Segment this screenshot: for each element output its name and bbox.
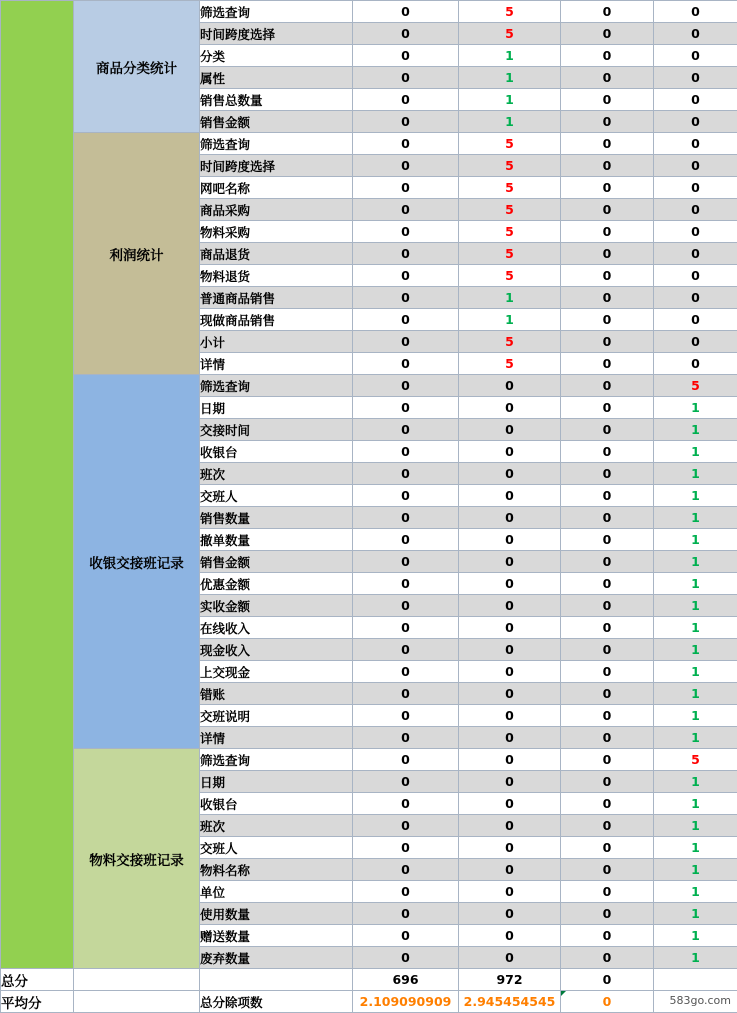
total-value-c[interactable]: 0 (561, 969, 654, 991)
item-name-cell[interactable]: 时间跨度选择 (200, 23, 353, 45)
item-name-cell[interactable]: 交接时间 (200, 419, 353, 441)
score-cell-a[interactable]: 0 (353, 353, 459, 375)
score-cell-b[interactable]: 0 (459, 529, 561, 551)
score-cell-a[interactable]: 0 (353, 89, 459, 111)
score-cell-d[interactable]: 0 (654, 243, 737, 265)
item-name-cell[interactable]: 商品退货 (200, 243, 353, 265)
score-cell-b[interactable]: 0 (459, 419, 561, 441)
average-value-c-text: 0 (602, 994, 612, 1009)
score-cell-d[interactable]: 1 (654, 573, 737, 595)
score-cell-b[interactable]: 0 (459, 617, 561, 639)
item-name-cell[interactable]: 商品采购 (200, 199, 353, 221)
item-name-cell[interactable]: 优惠金额 (200, 573, 353, 595)
item-name-cell[interactable]: 在线收入 (200, 617, 353, 639)
item-name-cell[interactable]: 属性 (200, 67, 353, 89)
score-cell-d[interactable]: 1 (654, 507, 737, 529)
score-cell-d[interactable]: 1 (654, 617, 737, 639)
score-cell-c[interactable]: 0 (561, 529, 654, 551)
score-cell-a[interactable]: 0 (353, 529, 459, 551)
score-cell-b[interactable]: 0 (459, 947, 561, 969)
score-cell-c[interactable]: 0 (561, 617, 654, 639)
score-cell-a[interactable]: 0 (353, 485, 459, 507)
total-value-b[interactable]: 972 (459, 969, 561, 991)
score-cell-b[interactable]: 5 (459, 199, 561, 221)
score-cell-b[interactable]: 0 (459, 925, 561, 947)
score-cell-c[interactable]: 0 (561, 1, 654, 23)
score-cell-c[interactable]: 0 (561, 111, 654, 133)
score-cell-b[interactable]: 0 (459, 859, 561, 881)
item-name-cell[interactable]: 交班人 (200, 485, 353, 507)
item-name-cell[interactable]: 交班说明 (200, 705, 353, 727)
total-row (1, 969, 737, 991)
score-cell-c[interactable]: 0 (561, 661, 654, 683)
sheet-body (1, 1, 737, 969)
item-name-cell[interactable]: 物料采购 (200, 221, 353, 243)
item-name-cell[interactable]: 撤单数量 (200, 529, 353, 551)
score-cell-b[interactable]: 0 (459, 705, 561, 727)
group-name-cell[interactable]: 物料交接班记录 (74, 749, 200, 969)
score-cell-c[interactable]: 0 (561, 903, 654, 925)
score-cell-b[interactable]: 1 (459, 287, 561, 309)
score-cell-d[interactable]: 0 (654, 331, 737, 353)
score-cell-c[interactable]: 0 (561, 353, 654, 375)
score-cell-c[interactable]: 0 (561, 947, 654, 969)
score-cell-b[interactable]: 0 (459, 507, 561, 529)
average-label[interactable]: 平均分 (1, 991, 74, 1013)
score-cell-a[interactable]: 0 (353, 419, 459, 441)
score-cell-c[interactable]: 0 (561, 463, 654, 485)
score-cell-c[interactable]: 0 (561, 309, 654, 331)
score-cell-a[interactable]: 0 (353, 881, 459, 903)
item-name-cell[interactable]: 小计 (200, 331, 353, 353)
average-value-b[interactable]: 2.945454545 (459, 991, 561, 1013)
item-name-cell[interactable]: 销售数量 (200, 507, 353, 529)
item-name-cell[interactable]: 销售总数量 (200, 89, 353, 111)
score-cell-c[interactable]: 0 (561, 155, 654, 177)
score-cell-a[interactable]: 0 (353, 177, 459, 199)
score-cell-c[interactable]: 0 (561, 177, 654, 199)
score-cell-c[interactable]: 0 (561, 45, 654, 67)
group-name-cell[interactable]: 收银交接班记录 (74, 375, 200, 749)
average-value-a[interactable]: 2.109090909 (353, 991, 459, 1013)
score-cell-c[interactable]: 0 (561, 925, 654, 947)
score-cell-d[interactable]: 5 (654, 749, 737, 771)
score-cell-c[interactable]: 0 (561, 199, 654, 221)
score-cell-c[interactable]: 0 (561, 749, 654, 771)
cell-error-marker (561, 991, 566, 996)
score-cell-c[interactable]: 0 (561, 67, 654, 89)
score-cell-a[interactable]: 0 (353, 639, 459, 661)
total-value-a[interactable]: 696 (353, 969, 459, 991)
score-cell-a[interactable]: 0 (353, 793, 459, 815)
total-empty-cell[interactable] (654, 969, 737, 991)
score-cell-a[interactable]: 0 (353, 45, 459, 67)
item-name-cell[interactable]: 时间跨度选择 (200, 155, 353, 177)
score-cell-b[interactable]: 5 (459, 331, 561, 353)
score-cell-a[interactable]: 0 (353, 243, 459, 265)
score-cell-d[interactable]: 0 (654, 155, 737, 177)
item-name-cell[interactable]: 普通商品销售 (200, 287, 353, 309)
item-name-cell[interactable]: 日期 (200, 771, 353, 793)
score-cell-a[interactable]: 0 (353, 815, 459, 837)
watermark-cell[interactable] (654, 991, 737, 1013)
total-empty-cell[interactable] (200, 969, 353, 991)
group-name-cell[interactable]: 利润统计 (74, 133, 200, 375)
item-name-cell[interactable]: 筛选查询 (200, 749, 353, 771)
item-name-cell[interactable]: 物料名称 (200, 859, 353, 881)
score-cell-a[interactable]: 0 (353, 133, 459, 155)
score-cell-a[interactable]: 0 (353, 309, 459, 331)
score-cell-d[interactable]: 1 (654, 551, 737, 573)
score-cell-d[interactable]: 0 (654, 309, 737, 331)
score-cell-d[interactable]: 1 (654, 793, 737, 815)
score-cell-c[interactable]: 0 (561, 727, 654, 749)
average-row (1, 991, 737, 1013)
score-cell-b[interactable]: 1 (459, 309, 561, 331)
score-cell-b[interactable]: 5 (459, 177, 561, 199)
score-cell-b[interactable]: 0 (459, 771, 561, 793)
score-cell-d[interactable]: 0 (654, 177, 737, 199)
score-cell-d[interactable]: 1 (654, 639, 737, 661)
item-name-cell[interactable]: 日期 (200, 397, 353, 419)
score-cell-a[interactable]: 0 (353, 925, 459, 947)
score-cell-a[interactable]: 0 (353, 507, 459, 529)
score-cell-b[interactable]: 5 (459, 1, 561, 23)
score-cell-a[interactable]: 0 (353, 727, 459, 749)
item-name-cell[interactable]: 交班人 (200, 837, 353, 859)
score-cell-a[interactable]: 0 (353, 573, 459, 595)
sheet-footer (1, 969, 737, 1013)
item-name-cell[interactable]: 网吧名称 (200, 177, 353, 199)
score-cell-c[interactable]: 0 (561, 23, 654, 45)
score-cell-b[interactable]: 0 (459, 595, 561, 617)
group-name-cell[interactable]: 商品分类统计 (74, 1, 200, 133)
score-cell-d[interactable]: 1 (654, 661, 737, 683)
table-row (1, 375, 737, 397)
score-cell-d[interactable]: 0 (654, 67, 737, 89)
score-cell-b[interactable]: 5 (459, 221, 561, 243)
score-cell-a[interactable]: 0 (353, 771, 459, 793)
score-cell-d[interactable]: 1 (654, 947, 737, 969)
item-name-cell[interactable]: 现做商品销售 (200, 309, 353, 331)
score-cell-c[interactable]: 0 (561, 331, 654, 353)
score-cell-b[interactable]: 0 (459, 463, 561, 485)
score-cell-b[interactable]: 0 (459, 815, 561, 837)
score-cell-c[interactable]: 0 (561, 837, 654, 859)
item-name-cell[interactable]: 收银台 (200, 441, 353, 463)
item-name-cell[interactable]: 筛选查询 (200, 133, 353, 155)
score-cell-b[interactable]: 0 (459, 397, 561, 419)
score-cell-d[interactable]: 1 (654, 683, 737, 705)
score-cell-b[interactable]: 0 (459, 903, 561, 925)
table-row (1, 1, 737, 23)
score-cell-b[interactable]: 1 (459, 45, 561, 67)
score-cell-a[interactable]: 0 (353, 441, 459, 463)
score-cell-b[interactable]: 5 (459, 353, 561, 375)
score-cell-d[interactable]: 1 (654, 441, 737, 463)
score-cell-c[interactable]: 0 (561, 573, 654, 595)
score-cell-a[interactable]: 0 (353, 837, 459, 859)
score-cell-d[interactable]: 0 (654, 111, 737, 133)
score-cell-d[interactable]: 1 (654, 771, 737, 793)
score-cell-a[interactable]: 0 (353, 155, 459, 177)
score-cell-d[interactable]: 0 (654, 353, 737, 375)
score-cell-d[interactable]: 0 (654, 133, 737, 155)
score-cell-a[interactable]: 0 (353, 551, 459, 573)
score-cell-d[interactable]: 1 (654, 859, 737, 881)
score-cell-c[interactable]: 0 (561, 507, 654, 529)
score-cell-a[interactable]: 0 (353, 859, 459, 881)
score-cell-b[interactable]: 0 (459, 793, 561, 815)
item-name-cell[interactable]: 销售金额 (200, 111, 353, 133)
score-cell-b[interactable]: 0 (459, 837, 561, 859)
score-cell-d[interactable]: 0 (654, 221, 737, 243)
score-cell-d[interactable]: 0 (654, 199, 737, 221)
score-cell-a[interactable]: 0 (353, 67, 459, 89)
score-cell-a[interactable]: 0 (353, 617, 459, 639)
score-cell-a[interactable]: 0 (353, 661, 459, 683)
score-cell-d[interactable]: 1 (654, 595, 737, 617)
score-cell-c[interactable]: 0 (561, 815, 654, 837)
score-cell-d[interactable]: 1 (654, 837, 737, 859)
score-cell-b[interactable]: 0 (459, 551, 561, 573)
score-cell-a[interactable]: 0 (353, 1, 459, 23)
score-cell-d[interactable]: 1 (654, 727, 737, 749)
score-cell-a[interactable]: 0 (353, 903, 459, 925)
item-name-cell[interactable]: 班次 (200, 815, 353, 837)
item-name-cell[interactable]: 收银台 (200, 793, 353, 815)
score-cell-d[interactable]: 1 (654, 815, 737, 837)
score-cell-a[interactable]: 0 (353, 463, 459, 485)
score-cell-c[interactable]: 0 (561, 243, 654, 265)
score-cell-d[interactable]: 1 (654, 705, 737, 727)
score-cell-c[interactable]: 0 (561, 595, 654, 617)
score-cell-d[interactable]: 1 (654, 925, 737, 947)
score-cell-d[interactable]: 0 (654, 1, 737, 23)
score-cell-c[interactable]: 0 (561, 793, 654, 815)
score-cell-d[interactable]: 1 (654, 903, 737, 925)
score-cell-c[interactable]: 0 (561, 133, 654, 155)
score-cell-c[interactable]: 0 (561, 551, 654, 573)
score-cell-b[interactable]: 0 (459, 727, 561, 749)
score-cell-d[interactable]: 0 (654, 89, 737, 111)
score-cell-a[interactable]: 0 (353, 221, 459, 243)
score-cell-c[interactable]: 0 (561, 485, 654, 507)
item-name-cell[interactable]: 单位 (200, 881, 353, 903)
score-cell-d[interactable]: 5 (654, 375, 737, 397)
watermark-text: 583go.com (669, 994, 731, 1007)
score-cell-d[interactable]: 0 (654, 265, 737, 287)
total-label[interactable]: 总分 (1, 969, 74, 991)
score-cell-b[interactable]: 5 (459, 243, 561, 265)
score-cell-b[interactable]: 0 (459, 881, 561, 903)
score-cell-c[interactable]: 0 (561, 419, 654, 441)
score-cell-c[interactable]: 0 (561, 639, 654, 661)
score-cell-b[interactable]: 5 (459, 155, 561, 177)
item-name-cell[interactable]: 筛选查询 (200, 375, 353, 397)
average-empty-cell[interactable] (74, 991, 200, 1013)
score-cell-c[interactable]: 0 (561, 705, 654, 727)
left-color-strip (1, 1, 74, 969)
score-cell-c[interactable]: 0 (561, 397, 654, 419)
average-note[interactable]: 总分除项数 (200, 991, 353, 1013)
score-cell-a[interactable]: 0 (353, 947, 459, 969)
score-cell-b[interactable]: 0 (459, 661, 561, 683)
score-cell-b[interactable]: 5 (459, 23, 561, 45)
item-name-cell[interactable]: 班次 (200, 463, 353, 485)
score-cell-b[interactable]: 0 (459, 639, 561, 661)
average-value-c[interactable] (561, 991, 654, 1013)
score-cell-b[interactable]: 5 (459, 265, 561, 287)
score-cell-a[interactable]: 0 (353, 683, 459, 705)
score-cell-d[interactable]: 1 (654, 529, 737, 551)
score-cell-a[interactable]: 0 (353, 375, 459, 397)
score-cell-c[interactable]: 0 (561, 683, 654, 705)
item-name-cell[interactable]: 赠送数量 (200, 925, 353, 947)
score-cell-c[interactable]: 0 (561, 265, 654, 287)
score-cell-a[interactable]: 0 (353, 199, 459, 221)
score-cell-c[interactable]: 0 (561, 441, 654, 463)
item-name-cell[interactable]: 分类 (200, 45, 353, 67)
score-cell-d[interactable]: 1 (654, 397, 737, 419)
score-cell-b[interactable]: 1 (459, 111, 561, 133)
score-cell-c[interactable]: 0 (561, 287, 654, 309)
item-name-cell[interactable]: 物料退货 (200, 265, 353, 287)
score-cell-d[interactable]: 1 (654, 485, 737, 507)
score-cell-a[interactable]: 0 (353, 749, 459, 771)
item-name-cell[interactable]: 废弃数量 (200, 947, 353, 969)
score-cell-a[interactable]: 0 (353, 705, 459, 727)
item-name-cell[interactable]: 错账 (200, 683, 353, 705)
score-cell-b[interactable]: 0 (459, 375, 561, 397)
score-cell-d[interactable]: 0 (654, 287, 737, 309)
item-name-cell[interactable]: 详情 (200, 727, 353, 749)
score-cell-c[interactable]: 0 (561, 221, 654, 243)
score-cell-a[interactable]: 0 (353, 331, 459, 353)
score-cell-a[interactable]: 0 (353, 397, 459, 419)
item-name-cell[interactable]: 筛选查询 (200, 1, 353, 23)
score-cell-b[interactable]: 0 (459, 485, 561, 507)
item-name-cell[interactable]: 实收金额 (200, 595, 353, 617)
table-row (1, 133, 737, 155)
score-cell-b[interactable]: 0 (459, 441, 561, 463)
item-name-cell[interactable]: 现金收入 (200, 639, 353, 661)
score-cell-d[interactable]: 1 (654, 881, 737, 903)
item-name-cell[interactable]: 上交现金 (200, 661, 353, 683)
score-cell-b[interactable]: 0 (459, 749, 561, 771)
score-cell-a[interactable]: 0 (353, 595, 459, 617)
score-cell-d[interactable]: 1 (654, 419, 737, 441)
score-cell-c[interactable]: 0 (561, 375, 654, 397)
score-cell-c[interactable]: 0 (561, 771, 654, 793)
score-cell-d[interactable]: 1 (654, 463, 737, 485)
item-name-cell[interactable]: 详情 (200, 353, 353, 375)
score-cell-b[interactable]: 1 (459, 67, 561, 89)
score-cell-a[interactable]: 0 (353, 287, 459, 309)
total-empty-cell[interactable] (74, 969, 200, 991)
score-cell-b[interactable]: 1 (459, 89, 561, 111)
score-cell-a[interactable]: 0 (353, 111, 459, 133)
score-cell-b[interactable]: 5 (459, 133, 561, 155)
score-cell-a[interactable]: 0 (353, 265, 459, 287)
score-cell-d[interactable]: 0 (654, 23, 737, 45)
score-cell-c[interactable]: 0 (561, 89, 654, 111)
score-cell-a[interactable]: 0 (353, 23, 459, 45)
item-name-cell[interactable]: 销售金额 (200, 551, 353, 573)
score-cell-b[interactable]: 0 (459, 573, 561, 595)
table-row (1, 749, 737, 771)
score-cell-c[interactable]: 0 (561, 881, 654, 903)
score-cell-c[interactable]: 0 (561, 859, 654, 881)
score-cell-b[interactable]: 0 (459, 683, 561, 705)
item-name-cell[interactable]: 使用数量 (200, 903, 353, 925)
score-cell-d[interactable]: 0 (654, 45, 737, 67)
